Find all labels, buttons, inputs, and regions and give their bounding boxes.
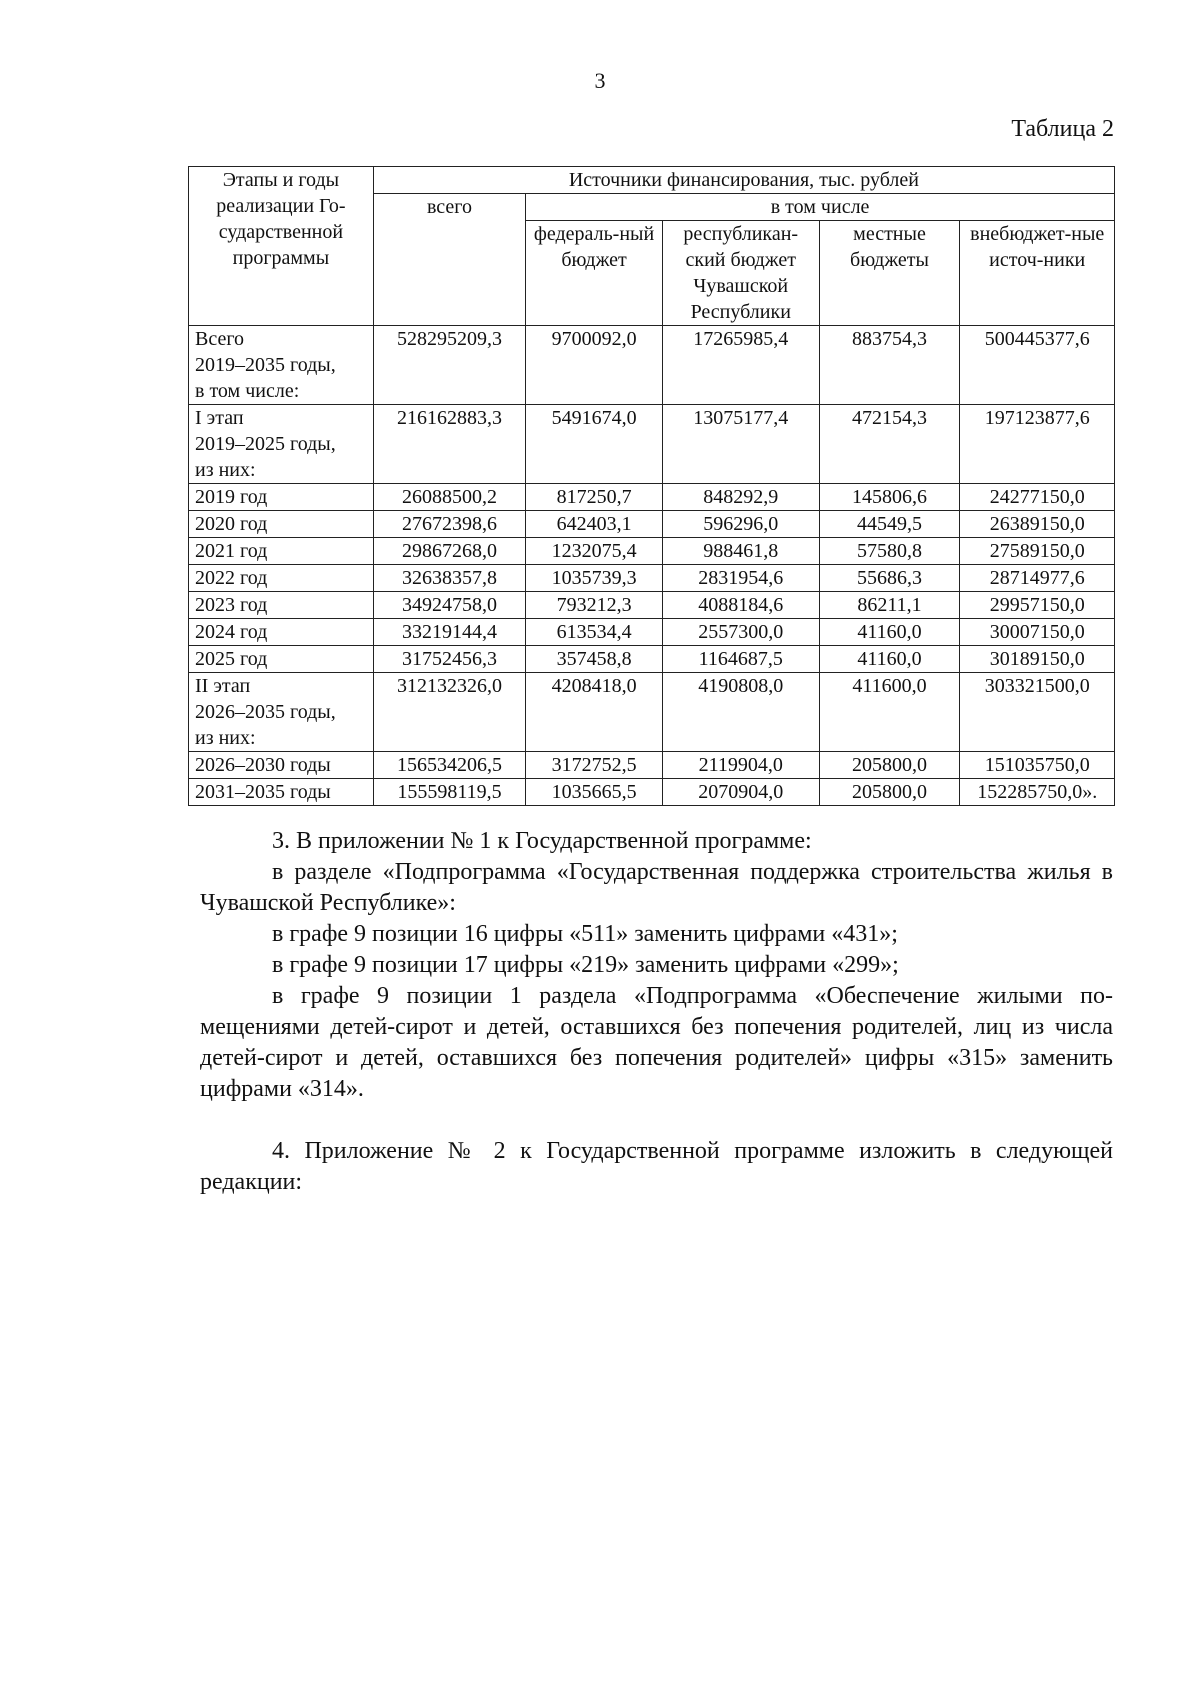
- stage-line: из них:: [195, 459, 256, 481]
- local-cell: 86211,1: [819, 592, 960, 619]
- total-cell: 29867268,0: [373, 538, 525, 565]
- header-stage: Этапы и годы реализации Го-сударственной программы: [189, 167, 374, 326]
- total-cell: 33219144,4: [373, 619, 525, 646]
- local-cell: 41160,0: [819, 619, 960, 646]
- extra-cell: 30007150,0: [960, 619, 1115, 646]
- table-row: [189, 326, 1115, 405]
- local-cell: 205800,0: [819, 779, 960, 806]
- table-row: [189, 484, 1115, 511]
- stage-line: 2023 год: [195, 594, 268, 616]
- stage-cell: [189, 592, 374, 619]
- header-sources: Источники финансирования, тыс. рублей: [373, 167, 1114, 194]
- total-cell: 156534206,5: [373, 752, 525, 779]
- body-text: [200, 826, 1113, 1198]
- federal-cell: 642403,1: [526, 511, 663, 538]
- stage-cell: [189, 619, 374, 646]
- financing-table: [188, 166, 1115, 806]
- paragraph-3: 3. В приложении № 1 к Государственной программе:: [272, 828, 812, 854]
- total-cell: 26088500,2: [373, 484, 525, 511]
- table-row: [189, 673, 1115, 752]
- header-federal: федераль-ный бюджет: [526, 221, 663, 326]
- local-cell: 145806,6: [819, 484, 960, 511]
- republic-cell: 4088184,6: [662, 592, 819, 619]
- republic-cell: 13075177,4: [662, 405, 819, 484]
- republic-cell: 4190808,0: [662, 673, 819, 752]
- table-body: [189, 326, 1115, 806]
- extra-cell: 29957150,0: [960, 592, 1115, 619]
- paragraph-pos17: в графе 9 позиции 17 цифры «219» заменить цифрами «299»;: [272, 952, 899, 978]
- republic-cell: 848292,9: [662, 484, 819, 511]
- federal-cell: 9700092,0: [526, 326, 663, 405]
- federal-cell: 1232075,4: [526, 538, 663, 565]
- local-cell: 57580,8: [819, 538, 960, 565]
- stage-line: 2019–2025 годы,: [195, 433, 336, 455]
- republic-cell: 2831954,6: [662, 565, 819, 592]
- federal-cell: 817250,7: [526, 484, 663, 511]
- federal-cell: 5491674,0: [526, 405, 663, 484]
- local-cell: 205800,0: [819, 752, 960, 779]
- republic-cell: 2557300,0: [662, 619, 819, 646]
- table-row: [189, 646, 1115, 673]
- federal-cell: 3172752,5: [526, 752, 663, 779]
- stage-line: 2026–2035 годы,: [195, 701, 336, 723]
- federal-cell: 4208418,0: [526, 673, 663, 752]
- republic-cell: 988461,8: [662, 538, 819, 565]
- local-cell: 411600,0: [819, 673, 960, 752]
- extra-cell: 24277150,0: [960, 484, 1115, 511]
- stage-line: 2019 год: [195, 486, 268, 508]
- stage-cell: [189, 752, 374, 779]
- header-republic: республикан-ский бюджет Чувашской Республики: [662, 221, 819, 326]
- local-cell: 472154,3: [819, 405, 960, 484]
- local-cell: 44549,5: [819, 511, 960, 538]
- stage-line: в том числе:: [195, 380, 300, 402]
- stage-line: 2020 год: [195, 513, 268, 535]
- republic-cell: 596296,0: [662, 511, 819, 538]
- stage-cell: [189, 565, 374, 592]
- stage-cell: [189, 538, 374, 565]
- local-cell: 883754,3: [819, 326, 960, 405]
- page-number: 3: [594, 68, 606, 93]
- total-cell: 155598119,5: [373, 779, 525, 806]
- stage-cell: [189, 646, 374, 673]
- stage-cell: [189, 405, 374, 484]
- stage-cell: [189, 484, 374, 511]
- table-row: [189, 405, 1115, 484]
- total-cell: 528295209,3: [373, 326, 525, 405]
- republic-cell: 2070904,0: [662, 779, 819, 806]
- local-cell: 55686,3: [819, 565, 960, 592]
- stage-cell: [189, 326, 374, 405]
- extra-cell: 26389150,0: [960, 511, 1115, 538]
- header-total: всего: [373, 194, 525, 326]
- stage-line: 2021 год: [195, 540, 268, 562]
- extra-cell: 303321500,0: [960, 673, 1115, 752]
- paragraph-pos1: в графе 9 позиции 1 раздела «Подпрограмма «Обеспечение жилыми по-мещениями детей-сирот и детей, оставшихся без попечения родителей, лиц из числа детей-сирот и детей, оставшихся без попечения родителей» цифры «315» заменить цифрами «314».: [200, 983, 1113, 1102]
- stage-line: 2022 год: [195, 567, 268, 589]
- extra-cell: 30189150,0: [960, 646, 1115, 673]
- stage-line: I этап: [195, 407, 244, 429]
- total-cell: 31752456,3: [373, 646, 525, 673]
- republic-cell: 17265985,4: [662, 326, 819, 405]
- table-row: [189, 752, 1115, 779]
- paragraph-section: в разделе «Подпрограмма «Государственная поддержка строительства жилья в Чувашской Республике»:: [200, 859, 1113, 916]
- federal-cell: 357458,8: [526, 646, 663, 673]
- table-row: [189, 779, 1115, 806]
- stage-line: 2025 год: [195, 648, 268, 670]
- stage-line: из них:: [195, 727, 256, 749]
- stage-line: 2019–2035 годы,: [195, 354, 336, 376]
- stage-cell: [189, 779, 374, 806]
- table-row: [189, 538, 1115, 565]
- table-row: [189, 565, 1115, 592]
- table-row: [189, 619, 1115, 646]
- total-cell: 312132326,0: [373, 673, 525, 752]
- federal-cell: 1035665,5: [526, 779, 663, 806]
- header-local: местные бюджеты: [819, 221, 960, 326]
- local-cell: 41160,0: [819, 646, 960, 673]
- paragraph-pos16: в графе 9 позиции 16 цифры «511» заменить цифрами «431»;: [272, 921, 898, 947]
- stage-cell: [189, 511, 374, 538]
- extra-cell: 152285750,0».: [960, 779, 1115, 806]
- extra-cell: 28714977,6: [960, 565, 1115, 592]
- stage-cell: [189, 673, 374, 752]
- stage-line: II этап: [195, 675, 251, 697]
- extra-cell: 27589150,0: [960, 538, 1115, 565]
- federal-cell: 793212,3: [526, 592, 663, 619]
- total-cell: 32638357,8: [373, 565, 525, 592]
- extra-cell: 500445377,6: [960, 326, 1115, 405]
- stage-line: 2024 год: [195, 621, 268, 643]
- republic-cell: 2119904,0: [662, 752, 819, 779]
- stage-line: 2031–2035 годы: [195, 781, 331, 803]
- header-extra: внебюджет-ные источ-ники: [960, 221, 1115, 326]
- header-including: в том числе: [526, 194, 1115, 221]
- total-cell: 27672398,6: [373, 511, 525, 538]
- extra-cell: 151035750,0: [960, 752, 1115, 779]
- federal-cell: 613534,4: [526, 619, 663, 646]
- stage-line: 2026–2030 годы: [195, 754, 331, 776]
- paragraph-4: 4. Приложение № 2 к Государственной программе изложить в следующей редакции:: [200, 1138, 1113, 1195]
- republic-cell: 1164687,5: [662, 646, 819, 673]
- total-cell: 34924758,0: [373, 592, 525, 619]
- federal-cell: 1035739,3: [526, 565, 663, 592]
- table-row: [189, 511, 1115, 538]
- stage-line: Всего: [195, 328, 245, 350]
- table-row: [189, 592, 1115, 619]
- table-label: Таблица 2: [1011, 116, 1114, 142]
- extra-cell: 197123877,6: [960, 405, 1115, 484]
- total-cell: 216162883,3: [373, 405, 525, 484]
